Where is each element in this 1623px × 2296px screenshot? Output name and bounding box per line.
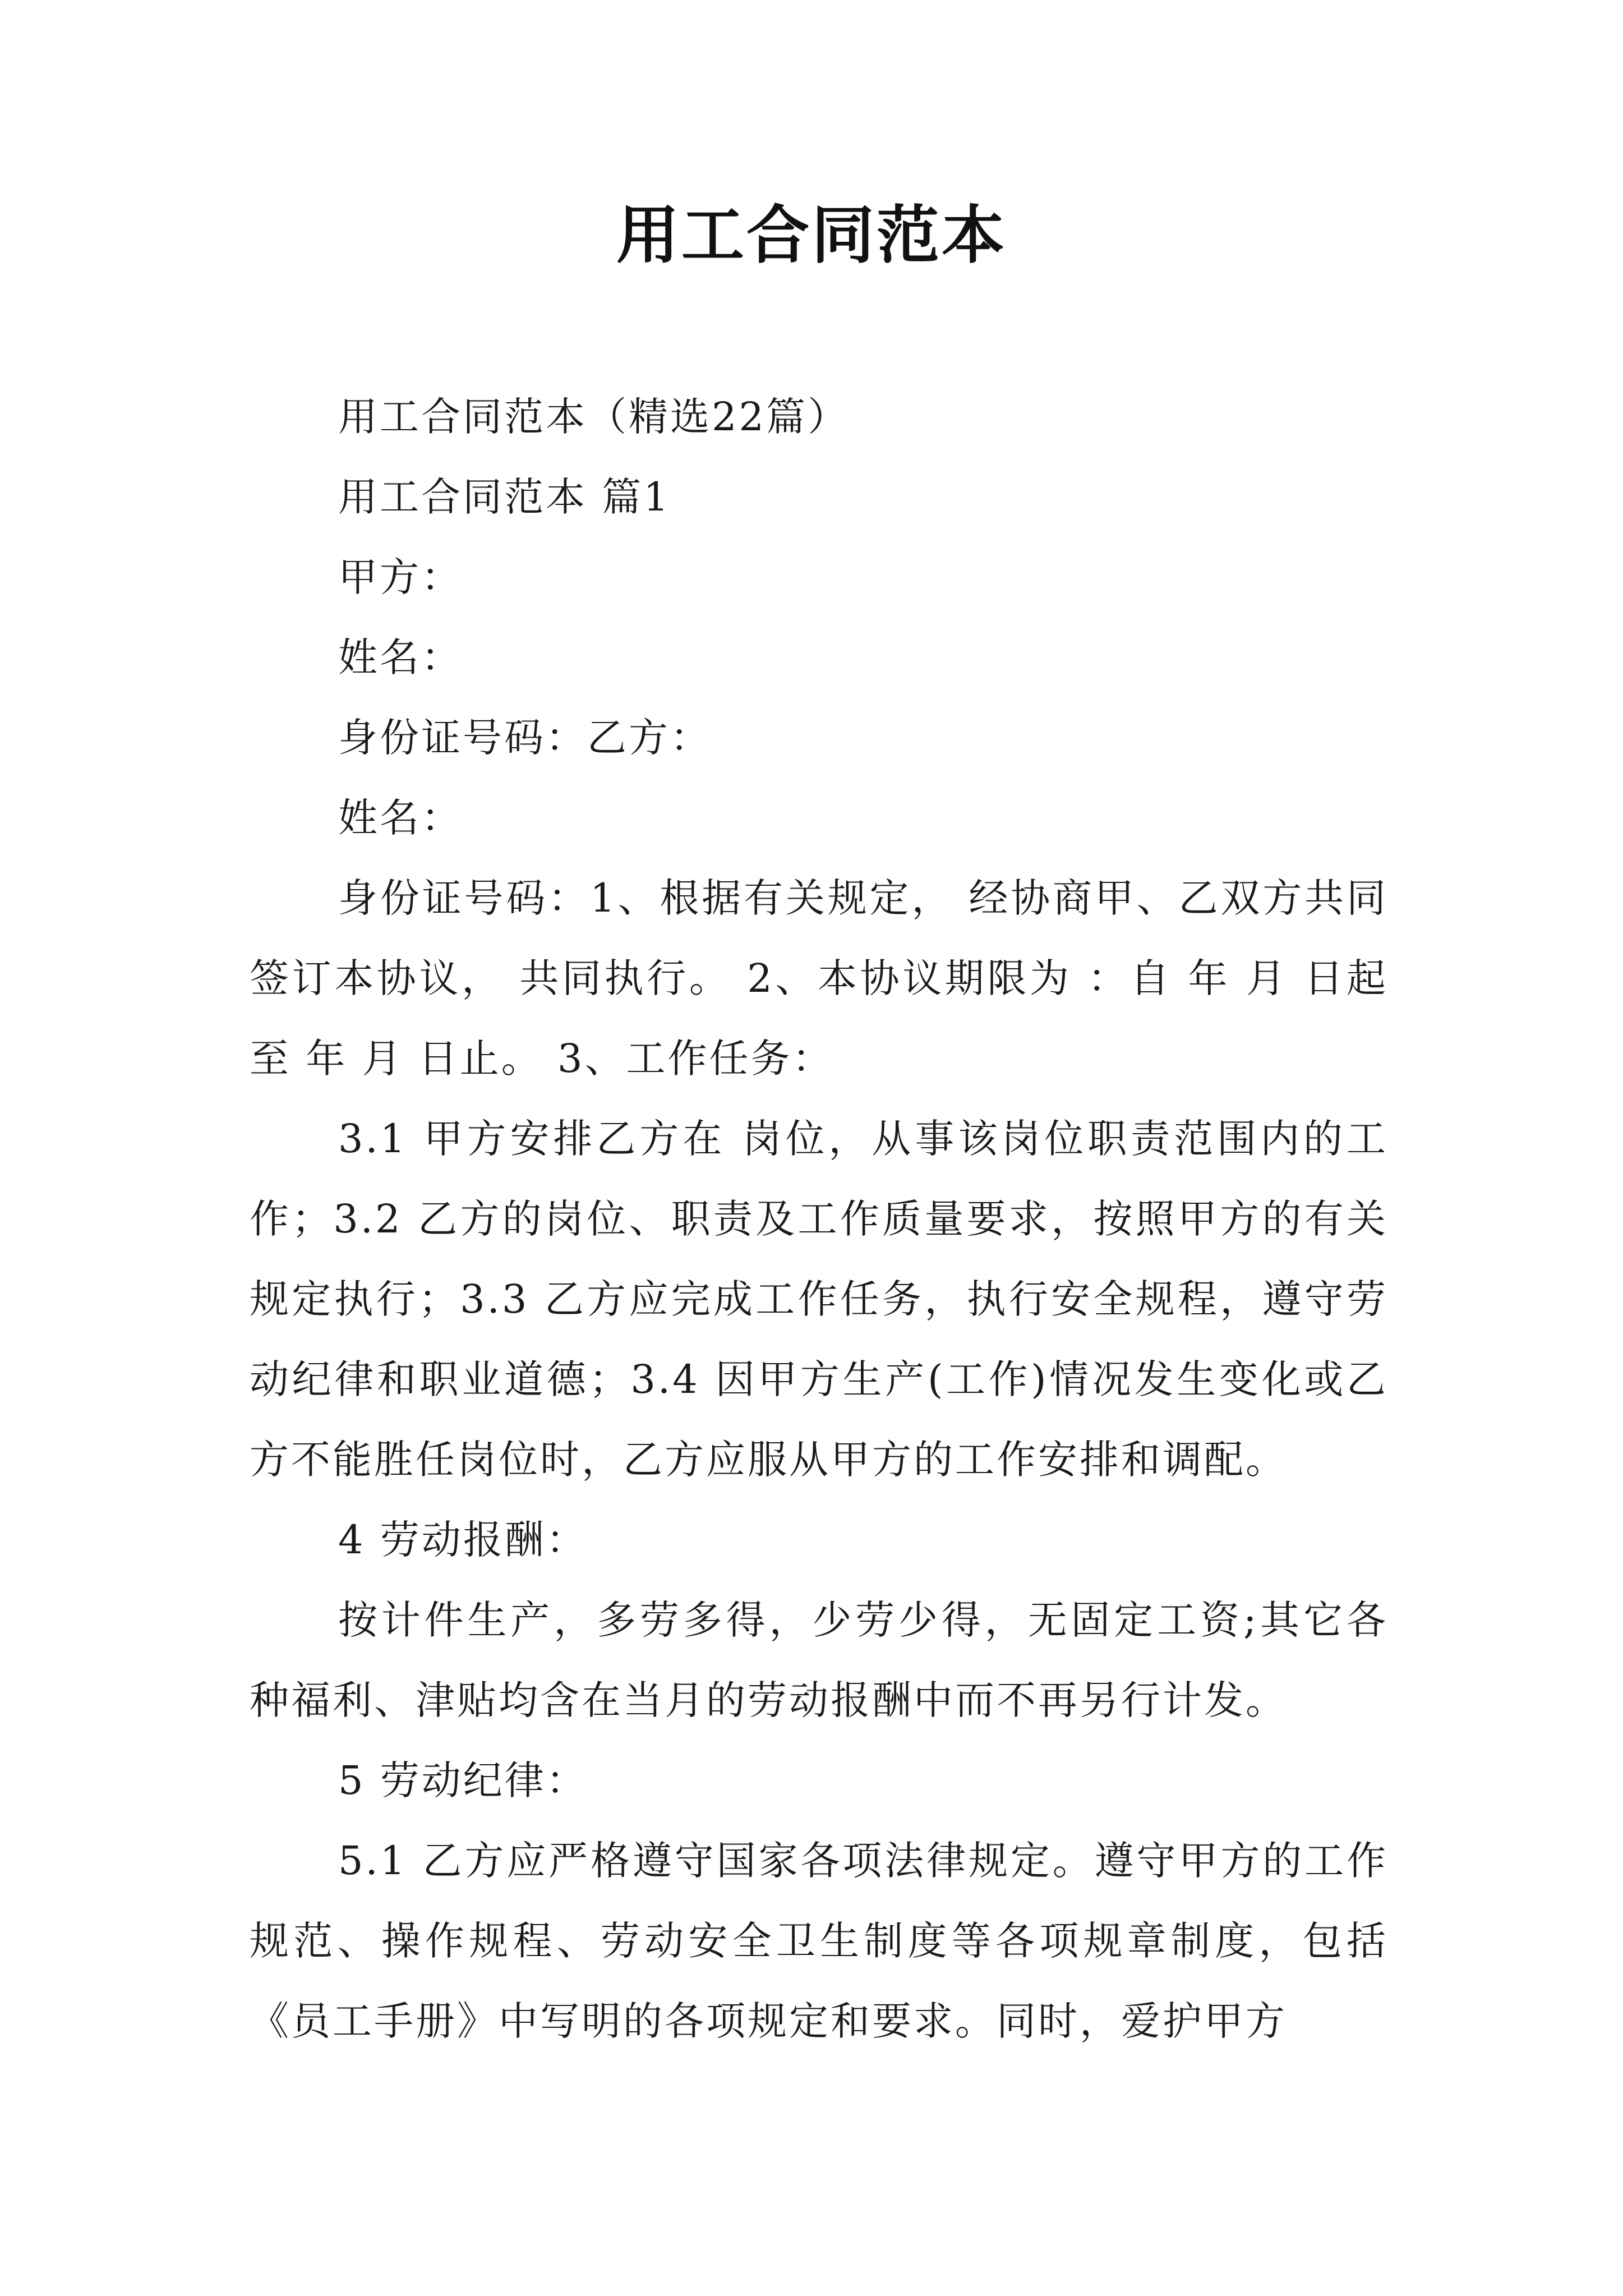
paragraph-clause-5-1: 5.1 乙方应严格遵守国家各项法律规定。遵守甲方的工作规范、操作规程、劳动安全卫生制度等各项规章制度，包括《员工手册》中写明的各项规定和要求。同时，爱护甲方 <box>250 1838 1388 2044</box>
paragraph-collection-title: 用工合同范本（精选22篇） <box>338 394 850 440</box>
document-title: 用工合同范本 <box>616 199 1007 272</box>
document-body <box>250 377 1388 2062</box>
paragraph-section-heading: 用工合同范本 篇1 <box>338 474 671 520</box>
paragraph-clause-4-body: 按计件生产，多劳多得，少劳少得，无固定工资;其它各种福利、津贴均含在当月的劳动报酬中而不再另行计发。 <box>250 1597 1388 1723</box>
paragraph-party-a: 甲方： <box>338 554 463 600</box>
paragraph-clause-4-heading: 4 劳动报酬： <box>338 1517 588 1563</box>
paragraph-party-a-name: 姓名： <box>338 634 463 680</box>
paragraph-clauses-1-3: 身份证号码：1、根据有关规定， 经协商甲、乙双方共同签订本协议， 共同执行。 2、本协议期限为 ：自 年 月 日起至 年 月 日止。 3、工作任务： <box>250 875 1388 1082</box>
paragraph-party-a-id-party-b: 身份证号码：乙方： <box>338 715 712 761</box>
paragraph-clause-3-details: 3.1 甲方安排乙方在 岗位，从事该岗位职责范围内的工作；3.2 乙方的岗位、职责及工作质量要求，按照甲方的有关规定执行；3.3 乙方应完成工作任务，执行安全规程，遵守劳动纪律和职业道德；3.4 因甲方生产(工作)情况发生变化或乙方不能胜任岗位时，乙方应服从甲方的工作安排和调配。 <box>250 1116 1388 1483</box>
paragraph-clause-5-heading: 5 劳动纪律： <box>338 1757 588 1803</box>
paragraph-party-b-name: 姓名： <box>338 795 463 841</box>
